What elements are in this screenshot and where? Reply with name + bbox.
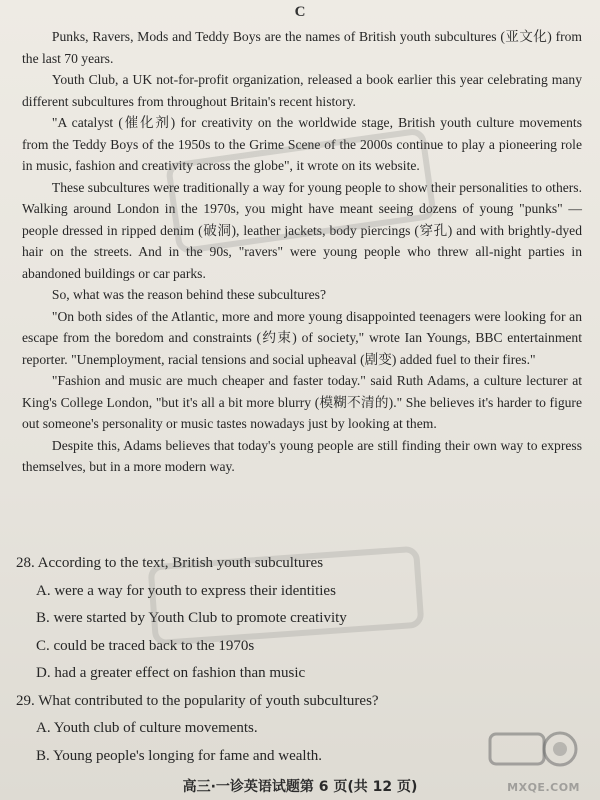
passage-paragraph: Punks, Ravers, Mods and Teddy Boys are the names of British youth subcultures (亚文化) from the last 70 years. [22, 29, 582, 66]
question-28-option-c[interactable]: C. could be traced back to the 1970s [36, 637, 255, 654]
reading-passage [22, 26, 582, 478]
passage-paragraph: "A catalyst (催化剂) for creativity on the worldwide stage, British youth culture movements from the Teddy Boys of the 1950s to the Grime Scene of the 2000s continue to play a pioneering role in music, fashion and creativity across the globe", it wrote on its website. [22, 115, 582, 173]
logo-url: MXQE.COM [507, 781, 580, 794]
question-29-option-a[interactable]: A. Youth club of culture movements. [36, 720, 258, 736]
question-list [16, 550, 586, 770]
passage-paragraph: Despite this, Adams believes that today's young people are still finding their own way to express themselves, but in a more modern way. [22, 437, 582, 474]
question-28-option-b[interactable]: B. were started by Youth Club to promote creativity [36, 610, 347, 626]
page-footer: 高三·一诊英语试题第 6 页(共 12 页) [182, 779, 418, 795]
question-29-stem: 29. What contributed to the popularity of youth subcultures? [16, 692, 379, 709]
passage-paragraph: So, what was the reason behind these subcultures? [51, 287, 326, 302]
section-heading: C [294, 4, 306, 20]
question-28-option-a[interactable]: A. were a way for youth to express their identities [36, 582, 336, 599]
question-28-stem: 28. According to the text, British youth subcultures [16, 555, 324, 571]
passage-paragraph: Youth Club, a UK not-for-profit organization, released a book earlier this year celebrating many different subcultures from throughout Britain's recent history. [22, 72, 582, 109]
passage-paragraph: "On both sides of the Atlantic, more and more young disappointed teenagers were looking for an escape from the boredom and constraints (约束) of society," wrote Ian Youngs, BBC entertainment reporter. "Unemployment, racial tensions and social upheaval (剧变) added fuel to their fires." [22, 308, 582, 367]
passage-paragraph: "Fashion and music are much cheaper and faster today." said Ruth Adams, a culture lecturer at King's College London, "but it's all a bit more blurry (模糊不清的)." She believes it's harder to figure out someone's personality or music tastes nowadays just by looking at them. [22, 373, 582, 431]
question-28-option-d[interactable]: D. had a greater effect on fashion than music [36, 665, 306, 681]
passage-paragraph: These subcultures were traditionally a way for young people to show their personalities to others. Walking around London in the 1970s, you might have meant seeing dozens of young "punks" — people dressed in ripped denim (破洞), leather jackets, body piercings (穿孔) and with brightly-dyed hair on the streets. And in the 90s, "ravers" were young people who threw all-night parties in abandoned buildings or car parks. [22, 179, 582, 281]
question-29-option-b[interactable]: B. Young people's longing for fame and wealth. [36, 747, 322, 764]
